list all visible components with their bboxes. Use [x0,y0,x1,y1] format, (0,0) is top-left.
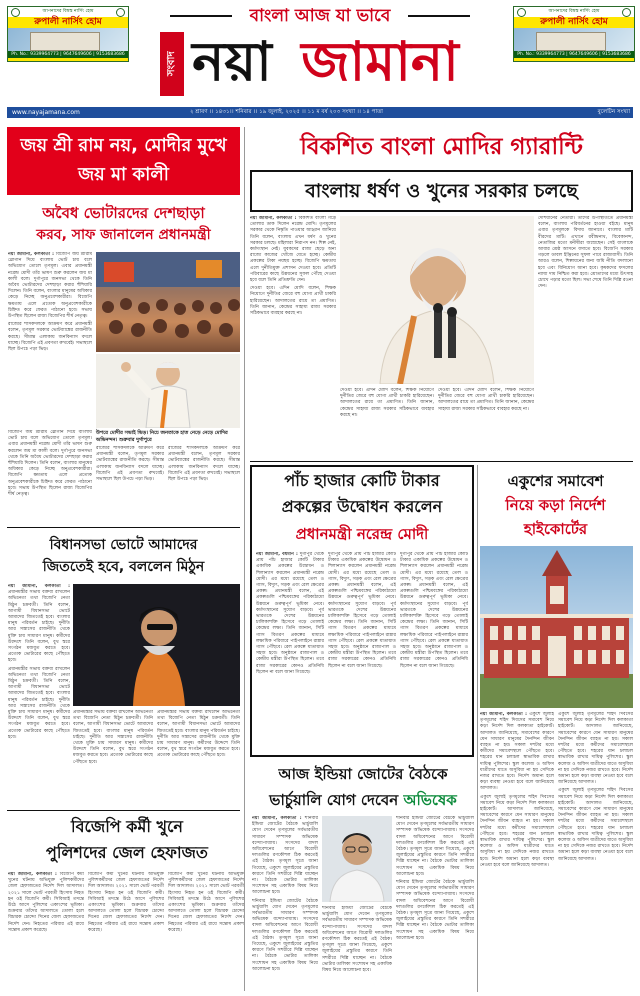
masthead-title-red: জামানা [301,30,459,93]
modi-speech-illustration [340,216,534,384]
edition-label: বুলেটিন সংখ্যা [597,109,630,115]
divider [250,461,633,462]
dateline: ২ শ্রাবণ ।। ১৪৩১।। শনিবার ।। ১৯ জুলাই, ২০২৫ ।। ১১ ম বর্ষ ২০৩ সংখ্যা ।। ১৪ পাতা [190,109,383,115]
abhishek-headline-l2a: ভার্চুয়ালি যোগ দেবেন [269,791,399,809]
article-body-cont: রাজ্যের শাসকদলকে আক্রমণ করে প্রধানমন্ত্রী বলেন, তৃণমূল সরকার ভোটব্যাঙ্কের রাজনীতি করছে। সীমান্ত এলাকায় জনবিন্যাস বদলে যাচ্ছে। বিজেপি এই প্রবণতা রুখবেই। সভাস্থলে ছিল উপচে পড়া ভিড়। [8,322,92,353]
lead-article-col3: দেওয়া হবে। এদিন মোদি বলেন, শিক্ষক নিয়োগে দুর্নীতির জেরে বহু যোগ্য প্রার্থী চাকরি হারিয়েছেন। আদালতের রায়ে তা প্রমাণিত। তিনি জানান, কেন্দ্রের সাহায্য রাজ্য সরকার সঠিকভাবে ব্যবহার করছে না। [438,388,534,412]
red-cross-icon [517,8,526,17]
abhishek-article-col1: নয়া জামানা, কলকাতা : শনিবার ইন্ডিয়া জোটের বৈঠকে ভার্চুয়ালি যোগ দেবেন তৃণমূলের সর্বভারতীয় সাধারণ সম্পাদক অভিষেক বন্দ্যোপাধ্যায়। সংসদের বাদল অধিবেশনের আগে বিরোধী দলগুলির রণকৌশল ঠিক করতেই এই বৈঠক। তৃণমূল সূত্রে জানা গিয়েছে, একুশে জুলাইয়ের প্রস্তুতির কারণে তিনি সশরীরে দিল্লি যাচ্ছেন না। বৈঠকে ভোটার তালিকা সংশোধন সহ একাধিক বিষয় নিয়ে আলোচনা হবে। শনিবার ইন্ডিয়া জোটের বৈঠকে ভার্চুয়ালি যোগ দেবেন তৃণমূলের সর্বভারতীয় সাধারণ সম্পাদক অভিষেক বন্দ্যোপাধ্যায়। সংসদের বাদল অধিবেশনের আগে বিরোধী দলগুলির রণকৌশল ঠিক করতেই এই বৈঠক। তৃণমূল সূত্রে জানা গিয়েছে, একুশে জুলাইয়ের প্রস্তুতির কারণে তিনি সশরীরে দিল্লি যাচ্ছেন না। বৈঠকে ভোটার তালিকা সংশোধন সহ একাধিক বিষয় নিয়ে আলোচনা হবে। [252,816,318,972]
projects-article-col2: দুর্গাপুর থেকে প্রায় পাঁচ হাজার কোটি টাকার একাধিক প্রকল্পের উদ্বোধন ও শিলান্যাস করলেন প্রধানমন্ত্রী নরেন্দ্র মোদী। এর মধ্যে রয়েছে তেল ও গ্যাস, বিদ্যুৎ, সড়ক এবং রেল ক্ষেত্রের প্রকল্প। প্রধানমন্ত্রী বলেন, এই প্রকল্পগুলি পশ্চিমবঙ্গের পরিকাঠামো উন্নয়নে গুরুত্বপূর্ণ ভূমিকা নেবে। কর্মসংস্থানের সুযোগ বাড়বে। পূর্ব ভারতকে দেশের উন্নয়নের চালিকাশক্তি হিসেবে গড়ে তোলাই কেন্দ্রের লক্ষ্য। তিনি জানান, সিটি গ্যাস বিতরণ প্রকল্পের মাধ্যমে লক্ষাধিক পরিবারে পাইপলাইনে রান্নার গ্যাস পৌঁছবে। রেল প্রকল্পে যাতায়াত সহজ হবে। অনুষ্ঠানে রাজ্যপাল ও কেন্দ্রীয় মন্ত্রীরা উপস্থিত ছিলেন। তবে রাজ্য সরকারের কোনও প্রতিনিধি ছিলেন না বলে জানা গিয়েছে। [328,552,396,669]
ad-top-line: আপনাদের বিশ্বস্ত নার্সিং হোম [42,9,94,14]
tagline: বাংলা আজ যা ভাবে [249,6,391,26]
ad-name: রুপালী নার্সিং হোম [514,17,634,28]
bjp-worker-headline-l1[interactable]: বিজেপি কর্মী খুনে [71,817,183,836]
projects-article-col3: দুর্গাপুর থেকে প্রায় পাঁচ হাজার কোটি টাকার একাধিক প্রকল্পের উদ্বোধন ও শিলান্যাস করলেন প্রধানমন্ত্রী নরেন্দ্র মোদী। এর মধ্যে রয়েছে তেল ও গ্যাস, বিদ্যুৎ, সড়ক এবং রেল ক্ষেত্রের প্রকল্প। প্রধানমন্ত্রী বলেন, এই প্রকল্পগুলি পশ্চিমবঙ্গের পরিকাঠামো উন্নয়নে গুরুত্বপূর্ণ ভূমিকা নেবে। কর্মসংস্থানের সুযোগ বাড়বে। পূর্ব ভারতকে দেশের উন্নয়নের চালিকাশক্তি হিসেবে গড়ে তোলাই কেন্দ্রের লক্ষ্য। তিনি জানান, সিটি গ্যাস বিতরণ প্রকল্পের মাধ্যমে লক্ষাধিক পরিবারে পাইপলাইনে রান্নার গ্যাস পৌঁছবে। রেল প্রকল্পে যাতায়াত সহজ হবে। অনুষ্ঠানে রাজ্যপাল ও কেন্দ্রীয় মন্ত্রীরা উপস্থিত ছিলেন। তবে রাজ্য সরকারের কোনও প্রতিনিধি ছিলেন না বলে জানা গিয়েছে। [400,552,468,669]
voter-article-col1 [8,252,92,428]
voter-article-col3b: রাজ্যের শাসকদলকে আক্রমণ করে প্রধানমন্ত্রী বলেন, তৃণমূল সরকার ভোটব্যাঙ্কের রাজনীতি করছে। সীমান্ত এলাকায় জনবিন্যাস বদলে যাচ্ছে। বিজেপি এই প্রবণতা রুখবেই। সভাস্থলে ছিল উপচে পড়া ভিড়। [168,446,240,483]
projects-headline-l2[interactable]: প্রকল্পের উদ্বোধন করলেন [281,497,443,516]
nursing-home-building-image [514,28,634,51]
lead-kicker[interactable]: বিকশিত বাংলা মোদির গ্যারান্টি [300,134,583,160]
column-separator [477,465,478,992]
hospital-logo-icon [116,8,125,17]
crowd-illustration [96,252,240,352]
bjp-worker-article-col3: বিজেপি কর্মী খুনের ঘটনায় অভিযুক্ত পুলিশকর্মীদের জেল হেফাজতের নির্দেশ দিল আদালত। ২০২১ সালে ভোট পরবর্তী হিংসায় নিহত হন ওই বিজেপি কর্মী। সিবিআই তদন্তে উঠে আসে পুলিশের একাংশের ভূমিকা। শুক্রবার তাঁদের আদালতে তোলা হলে বিচারক চোদ্দো দিনের জেল হেফাজতের নির্দেশ দেন। নিহতের পরিবার এই রায়ে সন্তোষ প্রকাশ করেছে। [168,872,244,933]
divider [7,527,240,528]
mithun-article-col3: প্রধানমন্ত্রীর সভায় বক্তব্য রাখলেন অভিনেতা তথা বিজেপি নেতা মিঠুন চক্রবর্তী। তিনি বলেন, আগামী বিধানসভা ভোটে আমাদের জিততেই হবে। বাংলার মানুষ পরিবর্তন চাইছে। দুর্নীতি আর সন্ত্রাসের রাজনীতি থেকে মুক্তি চায় সাধারণ মানুষ। কর্মীদের উদ্দেশে তিনি বলেন, বুথ স্তরে সংগঠন মজবুত করতে হবে। প্রত্যেক ভোটারের কাছে পৌঁছতে হবে। [157,710,240,759]
mithun-article-col1: নয়া জামানা, কলকাতা : প্রধানমন্ত্রীর সভায় বক্তব্য রাখলেন অভিনেতা তথা বিজেপি নেতা মিঠুন চক্রবর্তী। তিনি বলেন, আগামী বিধানসভা ভোটে আমাদের জিততেই হবে। বাংলার মানুষ পরিবর্তন চাইছে। দুর্নীতি আর সন্ত্রাসের রাজনীতি থেকে মুক্তি চায় সাধারণ মানুষ। কর্মীদের উদ্দেশে তিনি বলেন, বুথ স্তরে সংগঠন মজবুত করতে হবে। প্রত্যেক ভোটারের কাছে পৌঁছতে হবে। প্রধানমন্ত্রীর সভায় বক্তব্য রাখলেন অভিনেতা তথা বিজেপি নেতা মিঠুন চক্রবর্তী। তিনি বলেন, আগামী বিধানসভা ভোটে আমাদের জিততেই হবে। বাংলার মানুষ পরিবর্তন চাইছে। দুর্নীতি আর সন্ত্রাসের রাজনীতি থেকে মুক্তি চায় সাধারণ মানুষ। কর্মীদের উদ্দেশে তিনি বলেন, বুথ স্তরে সংগঠন মজবুত করতে হবে। প্রত্যেক ভোটারের কাছে পৌঁছতে হবে। [8,584,70,740]
bjp-worker-article-col2: বিজেপি কর্মী খুনের ঘটনায় অভিযুক্ত পুলিশকর্মীদের জেল হেফাজতের নির্দেশ দিল আদালত। ২০২১ সালে ভোট পরবর্তী হিংসায় নিহত হন ওই বিজেপি কর্মী। সিবিআই তদন্তে উঠে আসে পুলিশের একাংশের ভূমিকা। শুক্রবার তাঁদের আদালতে তোলা হলে বিচারক চোদ্দো দিনের জেল হেফাজতের নির্দেশ দেন। নিহতের পরিবার এই রায়ে সন্তোষ প্রকাশ করেছে। [88,872,164,933]
mithun-photo [73,584,240,706]
abhishek-illustration [322,816,392,902]
lead-headline[interactable]: বাংলায় ধর্ষণ ও খুনের সরকার চলছে [305,180,578,202]
mithun-headline-l2a[interactable]: জিততেই হবে, বললেন মিঠুন [42,559,205,575]
modi-rally-crowd-photo [96,252,240,352]
flag-shape [104,262,134,282]
ekushe-headline-l2[interactable]: নিয়ে কড়া নির্দেশ [505,496,606,514]
ekushe-headline-l1[interactable]: একুশের সমাবেশ [507,472,604,490]
photo-caption: উপরে মোদীর সভাই ভিড়। নিচে জনতাকে হাত নেড়ে নেড়ে মোদির অভিনন্দন। শুক্রবার দুর্গাপুরে [96,430,228,443]
ad-phone: Ph. No.: 9339964773 | 9647649606 | 9153683686 [8,51,128,58]
nursing-home-ad-right[interactable] [513,6,635,62]
divider [7,810,240,811]
website-link[interactable]: www.nayajamana.com [12,109,80,116]
tagline-rule-left [170,15,232,17]
abhishek-headline-l1[interactable]: আজ ইন্ডিয়া জোটের বৈঠকে [278,765,448,783]
voter-article-col1b: বিজেপি জয় শ্রীরাম স্লোগান দিয়ে বাংলায় ভোট চায় বলে অভিযোগ তোলে তৃণমূল। এবার প্রধানমন্ত্রী নরেন্দ্র মোদী তাঁর ভাষণ শুরু করলেন জয় মা কালী বলে। দুর্গাপুরে জনসভা থেকে তিনি অবৈধ ভোটারদের দেশছাড়া করার হুঁশিয়ারি দিলেন। তিনি বলেন, বাংলার মানুষের অধিকার কেড়ে নিচ্ছে অনুপ্রবেশকারীরা। বিজেপি ক্ষমতায় এলে প্রত্যেক অনুপ্রবেশকারীকে চিহ্নিত করে ফেরত পাঠানো হবে। সভায় উপস্থিত ছিলেন রাজ্য বিজেপির শীর্ষ নেতৃত্ব। [8,430,92,498]
ekushe-article-col1: নয়া জামানা, কলকাতা : একুশে জুলাই তৃণমূলের শহিদ দিবসের সমাবেশ নিয়ে কড়া নির্দেশ দিল কলকাতা হাইকোর্ট। আদালত জানিয়েছে, সমাবেশের কারণে যেন সাধারণ মানুষের দৈনন্দিন জীবন ব্যাহত না হয়। সকাল দশটার মধ্যে কর্মীদের সমাবেশস্থলে পৌঁছতে হবে। শহরের যান চলাচল স্বাভাবিক রাখার দায়িত্ব পুলিশের। স্কুল কলেজ ও অফিস যাত্রীদের যাতে অসুবিধা না হয় সেদিকে নজর রাখতে হবে। নির্দেশ অমান্য হলে কড়া ব্যবস্থা নেওয়া হবে বলে জানিয়েছে আদালত। একুশে জুলাই তৃণমূলের শহিদ দিবসের সমাবেশ নিয়ে কড়া নির্দেশ দিল কলকাতা হাইকোর্ট। আদালত জানিয়েছে, সমাবেশের কারণে যেন সাধারণ মানুষের দৈনন্দিন জীবন ব্যাহত না হয়। সকাল দশটার মধ্যে কর্মীদের সমাবেশস্থলে পৌঁছতে হবে। শহরের যান চলাচল স্বাভাবিক রাখার দায়িত্ব পুলিশের। স্কুল কলেজ ও অফিস যাত্রীদের যাতে অসুবিধা না হয় সেদিকে নজর রাখতে হবে। নির্দেশ অমান্য হলে কড়া ব্যবস্থা নেওয়া হবে বলে জানিয়েছে আদালত। [480,712,554,868]
voter-headline-l1[interactable]: অবৈধ ভোটারদের দেশছাড়া [42,204,205,222]
lead-article-col1: নয়া জামানা, কলকাতা : বিকশিত বাংলা গড়ে তোলার ডাক দিলেন নরেন্দ্র মোদি। তৃণমূলের সরকার থেকে নিষ্কৃতি পাওয়ার আহ্বান জানিয়ে তিনি বলেন, বাংলায় এখন ধর্ষণ ও খুনের সরকার চলছে। মহিলারা নিরাপদ নন। শিল্প নেই, কর্মসংস্থান নেই। যুবকদের রাজ্য ছেড়ে অন্য রাজ্যে কাজের খোঁজে যেতে হচ্ছে। কেন্দ্রীয় প্রকল্পের টাকা নয়ছয় হচ্ছে। বিজেপি ক্ষমতায় এলে দুর্নীতিমুক্ত প্রশাসন দেওয়া হবে। প্রতিটি পরিবারের কাছে উন্নয়নের সুফল পৌঁছে দেওয়া হবে বলে তিনি প্রতিশ্রুতি দেন। দেওয়া হবে। এদিন মোদি বলেন, শিক্ষক নিয়োগে দুর্নীতির জেরে বহু যোগ্য প্রার্থী চাকরি হারিয়েছেন। আদালতের রায়ে তা প্রমাণিত। তিনি জানান, কেন্দ্রের সাহায্য রাজ্য সরকার সঠিকভাবে ব্যবহার করছে না। [250,216,336,317]
ad-phone: Ph. No.: 9339964773 | 9647649606 | 9153683686 [514,51,634,58]
tagline-rule-right [408,15,470,17]
column-separator [244,127,245,991]
left-headline[interactable]: জয় শ্রী রাম নয়, মোদীর মুখে জয় মা কালী [20,135,227,185]
projects-article-col1: নয়া জামানা, বর্ধমান : দুর্গাপুর থেকে প্রায় পাঁচ হাজার কোটি টাকার একাধিক প্রকল্পের উদ্বোধন ও শিলান্যাস করলেন প্রধানমন্ত্রী নরেন্দ্র মোদী। এর মধ্যে রয়েছে তেল ও গ্যাস, বিদ্যুৎ, সড়ক এবং রেল ক্ষেত্রের প্রকল্প। প্রধানমন্ত্রী বলেন, এই প্রকল্পগুলি পশ্চিমবঙ্গের পরিকাঠামো উন্নয়নে গুরুত্বপূর্ণ ভূমিকা নেবে। কর্মসংস্থানের সুযোগ বাড়বে। পূর্ব ভারতকে দেশের উন্নয়নের চালিকাশক্তি হিসেবে গড়ে তোলাই কেন্দ্রের লক্ষ্য। তিনি জানান, সিটি গ্যাস বিতরণ প্রকল্পের মাধ্যমে লক্ষাধিক পরিবারে পাইপলাইনে রান্নার গ্যাস পৌঁছবে। রেল প্রকল্পে যাতায়াত সহজ হবে। অনুষ্ঠানে রাজ্যপাল ও কেন্দ্রীয় মন্ত্রীরা উপস্থিত ছিলেন। তবে রাজ্য সরকারের কোনও প্রতিনিধি ছিলেন না বলে জানা গিয়েছে। [256,552,324,675]
mithun-article-col2: প্রধানমন্ত্রীর সভায় বক্তব্য রাখলেন অভিনেতা তথা বিজেপি নেতা মিঠুন চক্রবর্তী। তিনি বলেন, আগামী বিধানসভা ভোটে আমাদের জিততেই হবে। বাংলার মানুষ পরিবর্তন চাইছে। দুর্নীতি আর সন্ত্রাসের রাজনীতি থেকে মুক্তি চায় সাধারণ মানুষ। কর্মীদের উদ্দেশে তিনি বলেন, বুথ স্তরে সংগঠন মজবুত করতে হবে। প্রত্যেক ভোটারের কাছে পৌঁছতে হবে। [73,710,153,765]
article-body: বিজেপি জয় শ্রীরাম স্লোগান দিয়ে বাংলায় ভোট চায় বলে অভিযোগ তোলে তৃণমূল। এবার প্রধানমন্ত্রী নরেন্দ্র মোদী তাঁর ভাষণ শুরু করলেন জয় মা কালী বলে। দুর্গাপুরে জনসভা থেকে তিনি অবৈধ ভোটারদের দেশছাড়া করার হুঁশিয়ারি দিলেন। তিনি বলেন, বাংলার মানুষের অধিকার কেড়ে নিচ্ছে অনুপ্রবেশকারীরা। বিজেপি ক্ষমতায় এলে প্রত্যেক অনুপ্রবেশকারীকে চিহ্নিত করে ফেরত পাঠানো হবে। সভায় উপস্থিত ছিলেন রাজ্য বিজেপির শীর্ষ নেতৃত্ব। [8,252,92,320]
ad-name: রুপালী নার্সিং হোম [8,17,128,28]
abhishek-article-col3: শনিবার ইন্ডিয়া জোটের বৈঠকে ভার্চুয়ালি যোগ দেবেন তৃণমূলের সর্বভারতীয় সাধারণ সম্পাদক অভিষেক বন্দ্যোপাধ্যায়। সংসদের বাদল অধিবেশনের আগে বিরোধী দলগুলির রণকৌশল ঠিক করতেই এই বৈঠক। তৃণমূল সূত্রে জানা গিয়েছে, একুশে জুলাইয়ের প্রস্তুতির কারণে তিনি সশরীরে দিল্লি যাচ্ছেন না। বৈঠকে ভোটার তালিকা সংশোধন সহ একাধিক বিষয় নিয়ে আলোচনা হবে। শনিবার ইন্ডিয়া জোটের বৈঠকে ভার্চুয়ালি যোগ দেবেন তৃণমূলের সর্বভারতীয় সাধারণ সম্পাদক অভিষেক বন্দ্যোপাধ্যায়। সংসদের বাদল অধিবেশনের আগে বিরোধী দলগুলির রণকৌশল ঠিক করতেই এই বৈঠক। তৃণমূল সূত্রে জানা গিয়েছে, একুশে জুলাইয়ের প্রস্তুতির কারণে তিনি সশরীরে দিল্লি যাচ্ছেন না। বৈঠকে ভোটার তালিকা সংশোধন সহ একাধিক বিষয় নিয়ে আলোচনা হবে। [396,816,474,941]
nursing-home-ad-left[interactable] [7,6,129,62]
projects-headline-l1[interactable]: পাঁচ হাজার কোটি টাকার [284,471,440,490]
abhishek-headline-l2b: অভিষেক [403,791,457,809]
high-court-photo [480,546,633,708]
modi-speech-photo [340,216,534,384]
high-court-illustration [480,546,633,708]
hospital-logo-icon [622,8,631,17]
voter-headline-l2[interactable]: করব, সাফ জানালেন প্রধানমন্ত্রী [36,227,211,243]
abhishek-headline-l2[interactable] [250,788,476,812]
projects-headline-l3[interactable]: প্রধানমন্ত্রী নরেন্দ্র মোদী [295,525,429,543]
modi-waving-illustration [96,354,240,428]
ekushe-headline-l3[interactable]: হাইকোর্টের [523,520,588,538]
voter-article-col2b: রাজ্যের শাসকদলকে আক্রমণ করে প্রধানমন্ত্রী বলেন, তৃণমূল সরকার ভোটব্যাঙ্কের রাজনীতি করছে। সীমান্ত এলাকায় জনবিন্যাস বদলে যাচ্ছে। বিজেপি এই প্রবণতা রুখবেই। সভাস্থলে ছিল উপচে পড়া ভিড়। [96,446,164,483]
byline: নয়া জামানা, কলকাতা : [8,252,54,257]
masthead-title-black: নয়া [192,30,272,93]
nursing-home-building-image [8,28,128,51]
ekushe-article-col2: একুশে জুলাই তৃণমূলের শহিদ দিবসের সমাবেশ নিয়ে কড়া নির্দেশ দিল কলকাতা হাইকোর্ট। আদালত জানিয়েছে, সমাবেশের কারণে যেন সাধারণ মানুষের দৈনন্দিন জীবন ব্যাহত না হয়। সকাল দশটার মধ্যে কর্মীদের সমাবেশস্থলে পৌঁছতে হবে। শহরের যান চলাচল স্বাভাবিক রাখার দায়িত্ব পুলিশের। স্কুল কলেজ ও অফিস যাত্রীদের যাতে অসুবিধা না হয় সেদিকে নজর রাখতে হবে। নির্দেশ অমান্য হলে কড়া ব্যবস্থা নেওয়া হবে বলে জানিয়েছে আদালত। একুশে জুলাই তৃণমূলের শহিদ দিবসের সমাবেশ নিয়ে কড়া নির্দেশ দিল কলকাতা হাইকোর্ট। আদালত জানিয়েছে, সমাবেশের কারণে যেন সাধারণ মানুষের দৈনন্দিন জীবন ব্যাহত না হয়। সকাল দশটার মধ্যে কর্মীদের সমাবেশস্থলে পৌঁছতে হবে। শহরের যান চলাচল স্বাভাবিক রাখার দায়িত্ব পুলিশের। স্কুল কলেজ ও অফিস যাত্রীদের যাতে অসুবিধা না হয় সেদিকে নজর রাখতে হবে। নির্দেশ অমান্য হলে কড়া ব্যবস্থা নেওয়া হবে বলে জানিয়েছে আদালত। [558,712,633,862]
abhishek-article-col2: শনিবার ইন্ডিয়া জোটের বৈঠকে ভার্চুয়ালি যোগ দেবেন তৃণমূলের সর্বভারতীয় সাধারণ সম্পাদক অভিষেক বন্দ্যোপাধ্যায়। সংসদের বাদল অধিবেশনের আগে বিরোধী দলগুলির রণকৌশল ঠিক করতেই এই বৈঠক। তৃণমূল সূত্রে জানা গিয়েছে, একুশে জুলাইয়ের প্রস্তুতির কারণে তিনি সশরীরে দিল্লি যাচ্ছেন না। বৈঠকে ভোটার তালিকা সংশোধন সহ একাধিক বিষয় নিয়ে আলোচনা হবে। [322,906,392,974]
red-cross-icon [11,8,20,17]
masthead-prefix: সংবাদ [160,32,184,96]
ad-top-line: আপনাদের বিশ্বস্ত নার্সিং হোম [548,9,600,14]
bjp-worker-headline-l2[interactable]: পুলিশদের জেল হেফাজত [46,843,208,862]
mithun-headline-l1[interactable]: বিধানসভা ভোটে আমাদের [49,537,198,553]
modi-waving-photo [96,354,240,428]
mithun-illustration [73,584,240,706]
abhishek-photo [322,816,392,902]
lead-article-col4: দেশিয়ানের নেতারা। তাঁদের উপস্থিতিতে প্রধানমন্ত্রী বলেন, বাংলায় পরিবর্তনের হাওয়া বইছে। মানুষ এবার তৃণমূলকে বিদায় জানাবে। বাংলার মাটি বীরদের মাটি। এখানে রবীন্দ্রনাথ, বিবেকানন্দ, নেতাজির মতো মনীষীরা জন্মেছেন। সেই বাংলাকে আবার শ্রেষ্ঠ আসনে বসাতে হবে। বিজেপি সরকার গড়লে ডাবল ইঞ্জিনের সুফল পাবে রাজ্যবাসী। তিনি আরও বলেন, শিল্পায়নের জন্য জমি নীতি বদলানো হবে এবং বিনিয়োগ আনা হবে। কৃষকদের ফসলের ন্যায্য দাম নিশ্চিত করা হবে। শ্রোতাদের মধ্যে উৎসাহ চোখে পড়ার মতো ছিল। সভা শেষে তিনি দিল্লি রওনা দেন। [538,216,633,290]
lead-article-col2: দেওয়া হবে। এদিন মোদি বলেন, শিক্ষক নিয়োগে দুর্নীতির জেরে বহু যোগ্য প্রার্থী চাকরি হারিয়েছেন। আদালতের রায়ে তা প্রমাণিত। তিনি জানান, কেন্দ্রের সাহায্য রাজ্য সরকার সঠিকভাবে ব্যবহার করছে না। [340,388,434,418]
bjp-worker-article-col1: নয়া জামানা, কলকাতা : বিজেপি কর্মী খুনের ঘটনায় অভিযুক্ত পুলিশকর্মীদের জেল হেফাজতের নির্দেশ দিল আদালত। ২০২১ সালে ভোট পরবর্তী হিংসায় নিহত হন ওই বিজেপি কর্মী। সিবিআই তদন্তে উঠে আসে পুলিশের একাংশের ভূমিকা। শুক্রবার তাঁদের আদালতে তোলা হলে বিচারক চোদ্দো দিনের জেল হেফাজতের নির্দেশ দেন। নিহতের পরিবার এই রায়ে সন্তোষ প্রকাশ করেছে। [8,872,84,933]
